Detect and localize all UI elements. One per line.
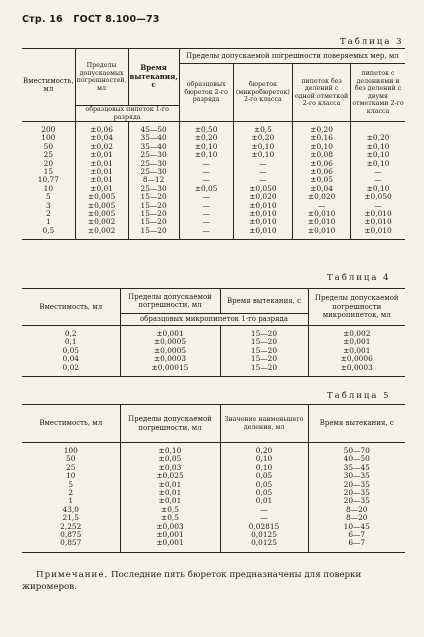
table-cell: 25—30 [128, 168, 179, 176]
table-cell: ±0,08 [293, 151, 351, 159]
table-cell: 35—45 [308, 464, 405, 472]
table-cell: ±0,06 [293, 160, 351, 168]
table-cell: ±0,10 [351, 151, 405, 159]
table-cell: 0,1 [64, 337, 77, 347]
table-cell: — [179, 176, 233, 184]
table-cell: 0,5 [22, 227, 75, 240]
table-cell: 0,875 [60, 530, 82, 540]
table-cell: 43,0 [62, 504, 79, 514]
table-cell: ±0,16 [293, 134, 351, 142]
table-cell: 15—20 [220, 326, 308, 339]
table5-caption: Таблица 5 [327, 391, 391, 401]
table-cell: ±0,0006 [308, 355, 405, 363]
table-cell: ±0,0003 [120, 355, 220, 363]
table-cell: 8—20 [308, 514, 405, 522]
table-row [22, 210, 405, 218]
table4-header-time: Время вытекания, с [220, 289, 308, 314]
table-cell: ±0,50 [179, 122, 233, 135]
table-cell: 100 [41, 133, 56, 143]
table-cell: 15 [43, 167, 54, 177]
table-cell: ±0,010 [233, 227, 293, 240]
table-cell: ±0,010 [293, 227, 351, 240]
table-cell: 0,05 [220, 472, 308, 480]
table-cell: — [179, 160, 233, 168]
table-cell: 2 [45, 209, 51, 219]
table-row [22, 193, 405, 201]
table3-header-measure-2: бюреток (микробюреток) 2-го класса [233, 64, 293, 122]
table-cell: 0,05 [220, 489, 308, 497]
table-cell: 0,10 [220, 464, 308, 472]
table-cell: 45—50 [128, 122, 179, 135]
table-row [22, 218, 405, 226]
table-cell: 0,857 [22, 539, 120, 552]
table-cell: ±0,10 [293, 143, 351, 151]
table-cell: 0,2 [64, 329, 77, 338]
table-cell: 15—20 [128, 210, 179, 218]
table-cell: 2,252 [60, 521, 82, 531]
table-cell: ±0,01 [120, 497, 220, 505]
table-cell: ±0,5 [233, 122, 293, 135]
table-cell: — [351, 202, 405, 210]
table-cell: ±0,10 [233, 143, 293, 151]
table-cell: ±0,010 [293, 210, 351, 218]
table-cell: 10,77 [37, 175, 59, 185]
table-cell: ±0,10 [179, 143, 233, 151]
table-cell: 15—20 [128, 193, 179, 201]
table-cell: ±0,05 [179, 185, 233, 193]
table-cell: 0,05 [220, 481, 308, 489]
table-cell: — [233, 160, 293, 168]
table-cell: ±0,04 [75, 134, 128, 142]
table-cell: 25 [43, 150, 54, 160]
table-cell: ±0,01 [75, 160, 128, 168]
table3-caption: Таблица 3 [340, 37, 404, 47]
table-cell: 0,04 [62, 354, 79, 364]
table-cell: 1 [45, 217, 51, 227]
table-cell: 0,02815 [220, 523, 308, 531]
table-cell: ±0,0003 [308, 364, 405, 377]
table-row [22, 364, 405, 377]
table-cell: 0,05 [62, 345, 79, 355]
table-row [22, 185, 405, 193]
table-cell: ±0,010 [233, 202, 293, 210]
table-cell: 0,0125 [220, 531, 308, 539]
table-cell: 30—35 [308, 472, 405, 480]
standard-code: ГОСТ 8.100—73 [73, 14, 160, 25]
table-cell: ±0,00015 [120, 364, 220, 377]
footnote-text: Последние пять бюреток предназначены для поверки жиромеров. [22, 570, 362, 592]
table-cell: 15—20 [220, 355, 308, 363]
table-cell: ±0,01 [75, 151, 128, 159]
table3-header-error: Пределы допускаемых погрешностей, мл [75, 49, 128, 106]
table-cell: ±0,001 [308, 347, 405, 355]
table3-header-measure-4: пипеток с делениями и без делений с двумя отметками 2-го класса [351, 64, 405, 122]
table-cell: 2 [68, 488, 74, 498]
table-cell: 15—20 [128, 227, 179, 240]
table-cell: 50 [66, 454, 76, 464]
table-cell: ±0,20 [293, 122, 351, 135]
table5 [22, 404, 405, 553]
table-cell: 200 [41, 125, 56, 134]
footnote-label: Примечание. [36, 570, 109, 580]
table-cell: ±0,05 [120, 455, 220, 463]
table-cell: ±0,10 [233, 151, 293, 159]
table4-header-micro: Пределы допускаемой погрешности микропипеток, мл [308, 289, 405, 326]
table-cell: ±0,05 [293, 176, 351, 184]
table-cell: ±0,01 [120, 489, 220, 497]
table-cell: — [351, 176, 405, 184]
table-cell: ±0,001 [120, 326, 220, 339]
table-cell: ±0,001 [120, 531, 220, 539]
table-cell: 35—40 [128, 143, 179, 151]
table-cell: ±0,02 [75, 143, 128, 151]
table-cell: 0,20 [220, 443, 308, 456]
table-cell: 5 [68, 479, 74, 489]
table-row [22, 168, 405, 176]
table-cell: ±0,0005 [120, 347, 220, 355]
table-cell: 10 [43, 183, 54, 193]
table-cell: 25 [66, 462, 76, 472]
table-cell: ±0,0005 [120, 338, 220, 346]
table-cell: 35—40 [128, 134, 179, 142]
table-cell: ±0,01 [75, 176, 128, 184]
table-cell: 8—12 [128, 176, 179, 184]
table-cell: ±0,10 [351, 143, 405, 151]
table3-header-volume: Вместимость, мл [22, 49, 75, 122]
table5-header-volume: Вместимость, мл [22, 405, 120, 443]
table-cell: — [351, 168, 405, 176]
table5-header-division: Значение наименьшего деления, мл [220, 405, 308, 443]
table-cell: ±0,10 [351, 185, 405, 193]
table-cell: ±0,06 [75, 122, 128, 135]
table-cell: ±0,005 [75, 202, 128, 210]
table-cell: ±0,010 [233, 210, 293, 218]
table-cell: ±0,010 [293, 218, 351, 226]
table-cell: — [220, 506, 308, 514]
table-cell: ±0,10 [120, 443, 220, 456]
table3 [22, 48, 405, 240]
table-cell: ±0,002 [75, 227, 128, 240]
table-cell: 20—35 [308, 497, 405, 505]
table-cell: 0,0125 [220, 539, 308, 552]
table-cell: 15—20 [220, 347, 308, 355]
table-cell: — [220, 514, 308, 522]
table-cell: ±0,001 [308, 338, 405, 346]
table-cell: — [233, 168, 293, 176]
table-cell: ±0,03 [120, 464, 220, 472]
table3-header-measure-1: образцовых бюреток 2-го разряда [179, 64, 233, 122]
table-cell: 10—45 [308, 523, 405, 531]
table4-header-sub: образцовых микропипеток 1-го разряда [120, 314, 308, 326]
table-cell: ±0,20 [233, 134, 293, 142]
table-cell: 15—20 [128, 218, 179, 226]
table-cell: ±0,20 [351, 134, 405, 142]
table-cell: 8—20 [308, 506, 405, 514]
table-cell: — [179, 202, 233, 210]
table-cell: ±0,010 [351, 218, 405, 226]
table-cell: 20—35 [308, 481, 405, 489]
table-cell: 0,01 [220, 497, 308, 505]
table3-header-sub-pipette: образцовых пипеток 1-го разряда [75, 106, 179, 122]
table-cell: ±0,01 [120, 481, 220, 489]
table-cell: 21,5 [62, 513, 79, 523]
table-cell: 25—30 [128, 185, 179, 193]
table-cell: ±0,002 [75, 218, 128, 226]
footnote [22, 569, 407, 593]
table-cell: ±0,050 [351, 193, 405, 201]
table-cell: — [233, 176, 293, 184]
table-cell: ±0,5 [120, 514, 220, 522]
table4-header-volume: Вместимость, мл [22, 289, 120, 326]
table4 [22, 288, 405, 377]
table-row [22, 227, 405, 240]
table-cell: — [179, 193, 233, 201]
table-cell: ±0,020 [233, 193, 293, 201]
table-cell: 50 [43, 141, 54, 151]
table-cell: — [179, 227, 233, 240]
table-cell: — [179, 218, 233, 226]
table-cell: ±0,025 [120, 472, 220, 480]
table-cell: ±0,001 [120, 539, 220, 552]
page-number: Стр. 16 [22, 14, 63, 25]
table5-header-error: Пределы допускаемой погрешности, мл [120, 405, 220, 443]
table-cell: — [179, 210, 233, 218]
table3-header-measure-3: пипеток без делений с одной отметкой 2-го класса [293, 64, 351, 122]
table-cell: ±0,06 [293, 168, 351, 176]
table5-header-time: Время вытекания, с [308, 405, 405, 443]
table-cell: 15—20 [220, 364, 308, 377]
table-cell: ±0,002 [308, 326, 405, 339]
table-cell: ±0,005 [75, 210, 128, 218]
table-cell: — [179, 168, 233, 176]
table-cell: 0,02 [22, 364, 120, 377]
table-cell: 20—35 [308, 489, 405, 497]
table-cell: ±0,20 [179, 134, 233, 142]
table-cell: ±0,10 [351, 160, 405, 168]
table-row [22, 202, 405, 210]
table-cell: 25—30 [128, 151, 179, 159]
table-cell: 20 [43, 158, 54, 168]
table-cell: ±0,003 [120, 523, 220, 531]
page-header [22, 14, 160, 25]
table-cell: ±0,005 [75, 193, 128, 201]
table-cell: ±0,010 [351, 210, 405, 218]
table-row [22, 151, 405, 159]
table-cell: 1 [68, 496, 74, 506]
table-cell: ±0,01 [75, 185, 128, 193]
table-cell: ±0,010 [233, 218, 293, 226]
table-cell: 15—20 [128, 202, 179, 210]
table3-header-time: Время вытекания, с [128, 49, 179, 106]
table-cell: 6—7 [308, 531, 405, 539]
table-cell: 50—70 [308, 443, 405, 456]
table-cell: ±0,04 [293, 185, 351, 193]
table-cell: ±0,5 [120, 506, 220, 514]
table-row [22, 160, 405, 168]
table-cell: 25—30 [128, 160, 179, 168]
table-cell: ±0,050 [233, 185, 293, 193]
table4-caption: Таблица 4 [327, 273, 391, 283]
table-cell: 10 [66, 471, 76, 481]
table-cell: 3 [45, 200, 51, 210]
table3-header-measures: Пределы допускаемой погрешности поверяемых мер, мл [179, 49, 405, 64]
table-cell: 15—20 [220, 338, 308, 346]
table-cell: — [293, 202, 351, 210]
table-cell: 40—50 [308, 455, 405, 463]
table-row [22, 539, 405, 552]
table4-header-error: Пределы допускаемой погрешности, мл [120, 289, 220, 314]
table-cell: 5 [45, 192, 51, 202]
table-cell: ±0,10 [179, 151, 233, 159]
table-cell: ±0,01 [75, 168, 128, 176]
table-cell: ±0,010 [351, 227, 405, 240]
table-cell: 6—7 [308, 539, 405, 552]
table-cell: ±0,020 [293, 193, 351, 201]
table-cell: 0,10 [220, 455, 308, 463]
table-cell: 100 [63, 446, 78, 455]
